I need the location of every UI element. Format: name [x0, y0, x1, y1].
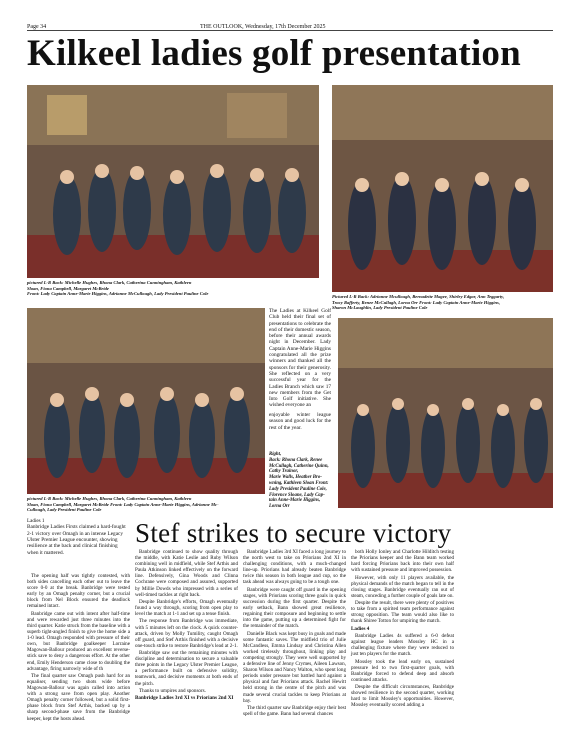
caption-line: Cullough, Lady President Pauline Cole — [27, 507, 102, 513]
story-paragraph: Danielle Black was kept busy in goals and made some fantastic saves. The midfield trio of Julie McCandless, Emma Lindsay and Christina Allen worked tirelessly throughout, linking play and competing strongly. They were well supported by a defensive line of Jenny Crymes, Aileen Lawson, Sharon Wilson and Nancy Walton, who spent long periods under pressure but battled hard against a physical and fast Priorians attack. Rachel Hewitt held strong in the centre of the pitch and was made several crucial tackles to keep Priorians at bay. — [243, 630, 346, 704]
presentation-article — [269, 308, 331, 410]
story-paragraph: Thanks to umpires and sponsors. — [139, 687, 206, 694]
story-paragraph: Banbridge saw out the remaining minutes with discipline and determination to secure a valuable three points in the Legacy Ulster Premier League, a performance built on defensive solidity, teamwork, and decisive moments at both ends of the pitch. — [135, 650, 238, 687]
story-paragraph: Banbridge Ladies 3rd XI faced a long journey to the north west to take on Priorians 2nd XI in challenging conditions, with a much-changed line-up. Priorians had already beaten Banbridge twice this season in both league and cup, so the task ahead was always going to be a tough one. — [243, 549, 347, 586]
story-paragraph: both Holly Ionley and Charlotte Hilditch testing the Priorians keeper and the Bann team worked hard forcing Priorians back into their own half with sustained pressure and improved possession. — [351, 549, 454, 574]
article-paragraph: enjoyable winter league season and good luck for the rest of the year. — [269, 412, 331, 431]
story-column-4 — [351, 549, 454, 710]
group-photo-3 — [27, 308, 265, 494]
story-paragraph: The response from Banbridge was immediate, with 5 minutes left on the clock. A quick counter-attack, driven by Molly Tumility, caught Omagh off guard, and Stef Arthis finished with a decisive one-touch strike to restore Banbridge's lead at 2-1. — [135, 618, 238, 649]
page-number: Page 34 — [27, 24, 47, 30]
story-headline: Stef strikes to secure victory — [135, 518, 452, 548]
photo-1-caption — [27, 280, 327, 297]
story-paragraph: Banbridge were caught off guard in the opening stages, with Priorians scoring three goals in quick succession during the first quarter. Despite the early setback, Bann showed great resilience, regaining their composure and beginning to settle into the game, putting up a determined fight for the remainder of the match. — [243, 586, 346, 630]
article-paragraph: The Ladies at Kilkeel Golf Club held their final set of presentations to celebrate the end of their domestic season, before their annual awards night in December. Lady Captain Anne-Marie Higgins congratulated all the prize winners and thanked all the sponsors for their generosity. She reflected on a very successful year for the Ladies Branch which saw 17 new members from the Get Into Golf initiative. She wished everyone an — [269, 308, 331, 409]
caption-line: Sloan, Fiona Campbell, Margaret McBride — [27, 285, 109, 291]
section-label: Ladies 1 — [27, 518, 45, 524]
caption-line: Pictured L-R Back: Adrianne Mcullough, Bernadette Magee, Shirley Edgar, Ann Teggarty, — [332, 294, 505, 299]
side-caption-line: tain Anne-Marie Higgins, — [269, 498, 321, 504]
story-paragraph: The third quarter saw Banbridge enjoy their best spell of the game. Bann had several chances — [243, 704, 346, 717]
story-paragraph: Banbridge came out with intent after half-time and were rewarded just three minutes into the third quarter. Katie struck from the baseline with a superb tight-angled finish to give the home side a 1-0 lead. Omagh responded with pressure of their own, but Banbridge goalkeeper Lorraine Magowan-Ballour produced an excellent reverse-stick save to deny a dangerous effort. At the other end, Emily Henderson came close to doubling the advantage, firing narrowly wide of th — [27, 610, 130, 672]
caption-line: pictured L-R Back: Michelle Hughes, Rhona Clark, Catherina Cunningham, Kathleen — [27, 280, 192, 285]
story-paragraph: However, with only 11 players available, the physical demands of the match began to tell in the closing stages. Banbridge eventually ran out of steam, conceding a further couple of goals late on. — [351, 574, 454, 599]
caption-line: Front: Lady Captain Anne-Marie Higgins, Adrianne McCullough, Lady President Pauline Cole — [27, 291, 209, 297]
story-paragraph: Banbridge continued to show quality through the middle, with Katie Leslie and Ruby Wilson combining well in midfield, while Stef Arthis and Paula Atkinson linked effectively on the forward line. Defensively, Gina Woods and Clinna Cochrane were composed and assured, supported by Millie Dowds who impressed with a series of well-timed tackles at right back. — [135, 549, 238, 598]
side-caption-line: Florence Sloane, Lady Cap- — [269, 492, 325, 498]
story-paragraph: The final quarter saw Omagh push hard for an equaliser, sending two shots wide before Magowan-Ballour was again called into action with a strong save from open play. Another Omagh penalty corner followed, but a solid first-phase block from Stef Arthis, backed up by a sharp second-phase save from the Banbridge keeper, kept the hosts ahead. — [27, 672, 130, 722]
story-paragraph: Despite the result, there were plenty of positives to take from a spirited team performance against strong opposition. The team would also like to thank Shiree Totton for umpiring the match. — [351, 600, 454, 625]
story-paragraph: Banbridge Ladies 4s suffered a 6-0 defeat against league leaders Mossley HC in a challenging fixture where they were reduced to just ten players for the match. — [351, 632, 454, 658]
story-paragraph: Despite Banbridge's efforts, Omagh eventually found a way through, scoring from open play to level the match at 1-1 and set up a tense finish. — [135, 598, 238, 618]
side-caption-line: Lorna Orr — [269, 504, 290, 510]
caption-line: pictured L-R Back: Michelle Hughes, Rhona Clark, Catherina Cunningham, Kathleen — [27, 496, 192, 501]
side-caption-line: Cathy Trainor, — [269, 469, 299, 475]
story-column-3 — [243, 549, 346, 718]
publication-line: THE OUTLOOK, Wednesday, 17th December 2025 — [200, 24, 326, 30]
side-caption-line: McCullagh, Catherine Quinn, — [269, 463, 329, 469]
side-caption-line: Right, — [269, 452, 282, 457]
story-subhead: Banbridge Ladies 3rd XI vs Priorians 2nd XI — [135, 695, 234, 702]
group-photo-2 — [332, 85, 553, 292]
side-caption-line: wning, Kathleen Sloan Front: — [269, 480, 329, 486]
story-subhead: Ladies 4 — [351, 625, 370, 632]
presentation-article-end — [269, 412, 331, 432]
caption-line: Sharon McLaughlin, Lady President Pauline Cole — [332, 305, 428, 311]
side-caption — [269, 452, 331, 510]
photo-2-caption — [332, 294, 557, 311]
header-rule — [27, 30, 553, 31]
side-caption-line: Back: Rhona Clark, Renee — [269, 457, 323, 463]
story-paragraph: Despite the difficult circumstances, Banbridge showed resilience in the second quarter, working hard to limit Mossley's opportunities. However, Mossley eventually scored adding a — [351, 684, 454, 709]
caption-line: Tracy Rafferty, Renee McCullagh, Lorna Orr Front: Lady Captain Anne-Marie Higgins, — [332, 299, 500, 305]
side-caption-line: Lady President Pauline Cole, — [269, 486, 327, 492]
story-paragraph: The opening half was tightly contested, with both sides cancelling each other out to leave the score 0-0 at the break. Banbridge were tested early by an Omagh penalty corner, but a crucial block from Nel Block ensured the deadlock remained intact. — [27, 573, 130, 610]
group-photo-4 — [338, 318, 553, 508]
story-paragraph: Mossley took the lead early on, sustained pressure led to two first-quarter goals, with Banbridge forced to defend deep and absorb continued attacks. — [351, 658, 454, 683]
photo-3-caption — [27, 496, 272, 513]
group-photo-1 — [27, 85, 319, 278]
page-headline: Kilkeel ladies golf presentation — [27, 33, 521, 74]
story-lede-block — [27, 518, 127, 556]
story-column-1 — [27, 573, 130, 723]
story-column-2 — [135, 549, 238, 702]
story-lede: Banbridge Ladies Firsts claimed a hard-fought 2-1 victory over Omagh in an intense Legacy Ulster Premier League encounter, showing resilience at the back and clinical finishing when it mattered. — [27, 524, 126, 556]
side-caption-line: Marie Walls, Heather Bro- — [269, 475, 322, 481]
caption-line: Sloan, Fiona Campbell, Margaret McBride Front: Lady Captain Anne-Marie Higgins, Adrianne Mc- — [27, 501, 219, 507]
